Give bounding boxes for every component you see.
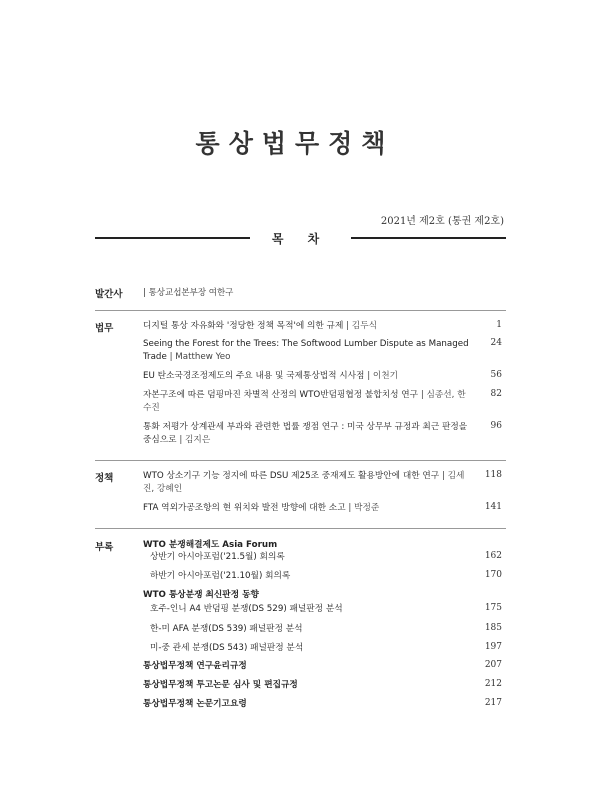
toc-entry[interactable]: 미-중 관세 분쟁(DS 543) 패널판정 분석 bbox=[150, 643, 304, 653]
journal-title: 통상법무정책 bbox=[195, 129, 395, 158]
page-number: 24 bbox=[490, 338, 502, 348]
toc-entry[interactable]: WTO 상소기구 기능 정지에 따른 DSU 제25조 중재제도 활용방안에 대한 연구 | 김세진, 강혜인 bbox=[143, 471, 465, 494]
toc-group-heading: WTO 통상분쟁 최신판정 동향 bbox=[143, 590, 259, 600]
section-divider bbox=[95, 310, 506, 311]
page-number: 56 bbox=[490, 370, 502, 380]
page-number: 141 bbox=[484, 502, 502, 512]
toc-header bbox=[95, 230, 506, 246]
toc-entry[interactable]: EU 탄소국경조정제도의 주요 내용 및 국제통상법적 시사점 | 이천기 bbox=[143, 371, 399, 381]
toc-entry[interactable]: 통상법무정책 투고논문 심사 및 편집규정 bbox=[143, 680, 298, 690]
publisher-label: 발간사 bbox=[95, 289, 123, 300]
toc-entry[interactable]: 호주-인니 A4 반덤핑 분쟁(DS 529) 패널판정 분석 bbox=[150, 604, 343, 614]
toc-entry[interactable]: 통화 저평가 상계관세 부과와 관련한 법률 쟁점 연구 : 미국 상무부 규정과 최근 판정을 중심으로 | 김지은 bbox=[143, 422, 468, 445]
page-number: 175 bbox=[484, 603, 502, 613]
section-label-policy: 정책 bbox=[95, 473, 114, 484]
section-label-appendix: 부록 bbox=[95, 542, 114, 553]
page-number: 170 bbox=[484, 570, 502, 580]
toc-entry[interactable]: 한-미 AFA 분쟁(DS 539) 패널판정 분석 bbox=[150, 624, 303, 634]
toc-label: 목 차 bbox=[271, 232, 330, 246]
toc-rule-right bbox=[351, 237, 506, 239]
toc-entry[interactable]: 자본구조에 따른 덤핑마진 차별적 산정의 WTO반덤핑협정 불합치성 연구 | 심종선, 한수진 bbox=[143, 390, 466, 413]
toc-entry[interactable]: 디지털 통상 자유화와 '정당한 정책 목적'에 의한 규제 | 김두식 bbox=[143, 321, 377, 331]
page-number: 118 bbox=[484, 470, 502, 480]
page-number: 82 bbox=[490, 389, 502, 399]
section-label-law: 법무 bbox=[95, 323, 114, 334]
page-number: 212 bbox=[484, 679, 502, 689]
toc-entry[interactable]: 하반기 아시아포럼('21.10월) 회의록 bbox=[150, 571, 291, 581]
section-divider bbox=[95, 460, 506, 461]
toc-entry[interactable]: 통상법무정책 연구윤리규정 bbox=[143, 661, 247, 671]
page-number: 197 bbox=[484, 642, 502, 652]
issue-info: 2021년 제2호 (통권 제2호) bbox=[380, 216, 504, 227]
publisher-text: | 통상교섭본부장 여한구 bbox=[143, 288, 234, 298]
section-divider bbox=[95, 528, 506, 529]
page-number: 185 bbox=[484, 623, 502, 633]
toc-entry[interactable]: Seeing the Forest for the Trees: The Softwood Lumber Dispute as Managed Trade | Matthew Yeo bbox=[143, 339, 469, 362]
page-number: 1 bbox=[496, 320, 502, 330]
page-number: 217 bbox=[484, 698, 502, 708]
page-number: 96 bbox=[490, 421, 502, 431]
page-number: 207 bbox=[484, 660, 502, 670]
toc-entry[interactable]: 통상법무정책 논문기고요령 bbox=[143, 699, 247, 709]
toc-group-heading: WTO 분쟁해결제도 Asia Forum bbox=[143, 540, 278, 550]
page-number: 162 bbox=[484, 551, 502, 561]
toc-entry[interactable]: 상반기 아시아포럼('21.5월) 회의록 bbox=[150, 552, 285, 562]
toc-entry[interactable]: FTA 역외가공조항의 현 위치와 발전 방향에 대한 소고 | 박정준 bbox=[143, 503, 380, 513]
